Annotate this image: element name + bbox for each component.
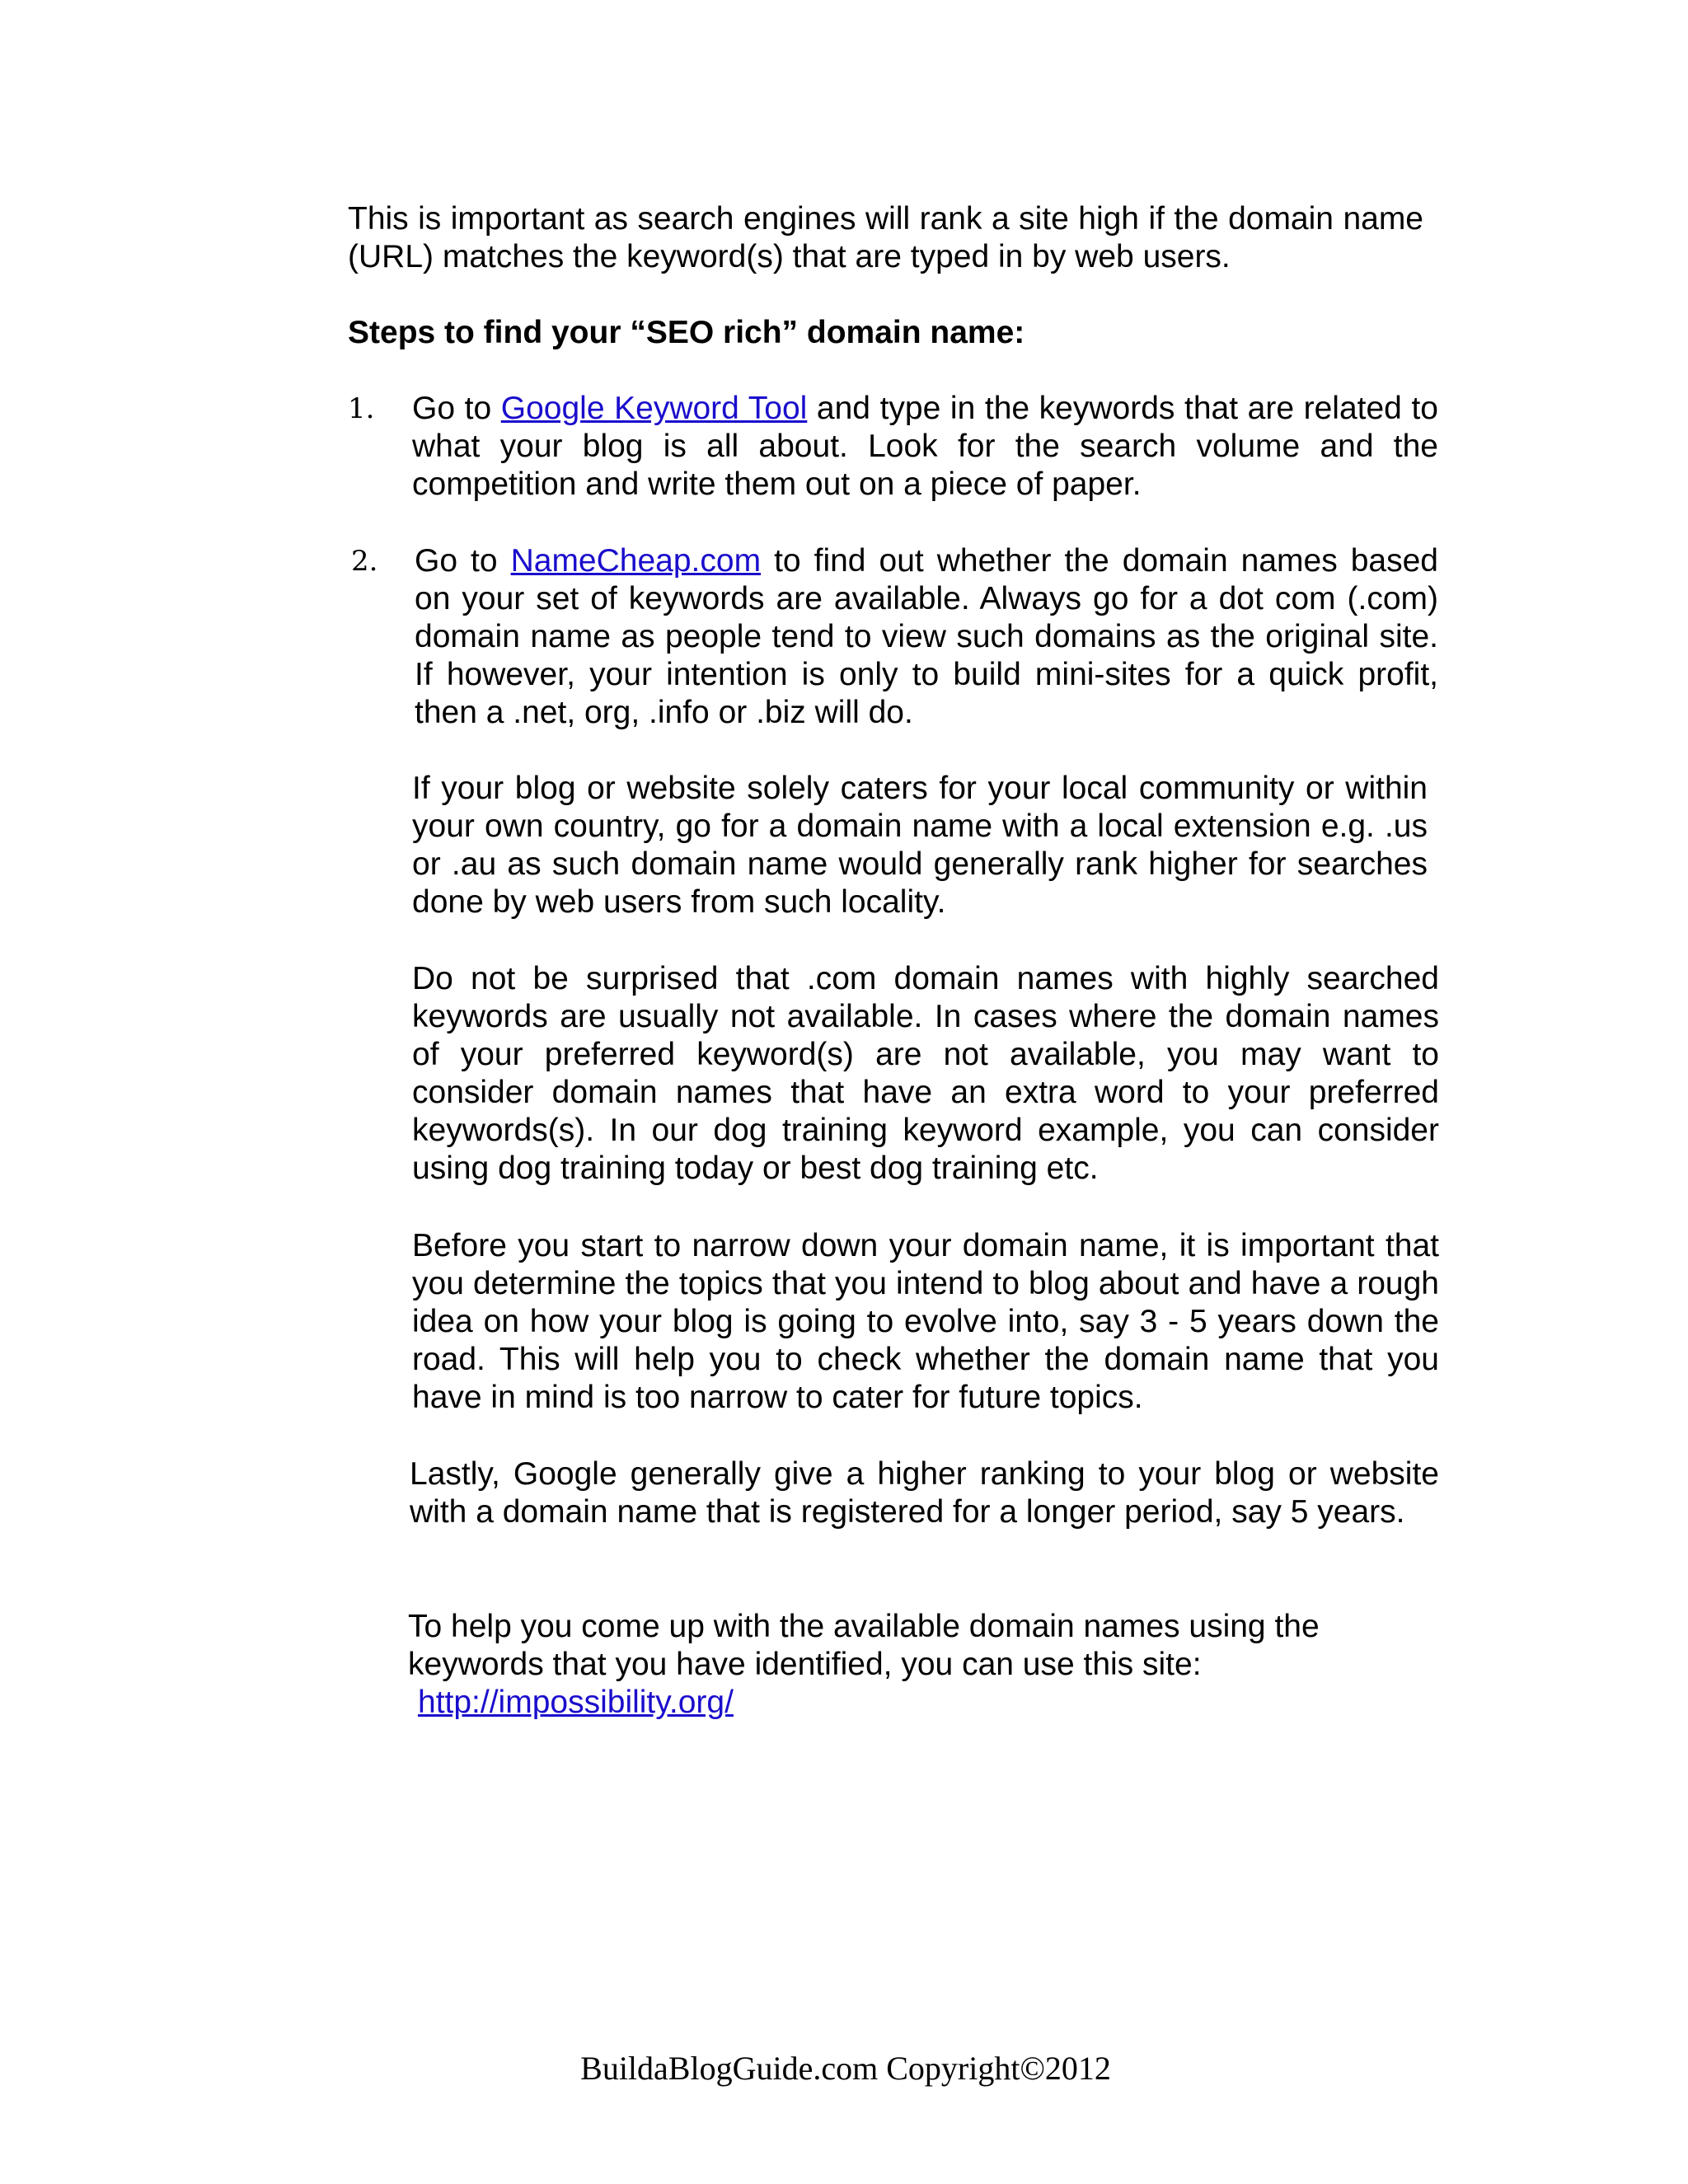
closing-text: To help you come up with the available domain names using the keywords that you have identified, you can use this site: <box>408 1609 1320 1682</box>
unavailable-domains-paragraph <box>412 960 1439 1188</box>
section-heading: Steps to find your “SEO rich” domain name: <box>348 315 1025 350</box>
local-extension-paragraph <box>412 770 1428 921</box>
list-item-prefix: Go to <box>412 391 501 426</box>
intro-paragraph: This is important as search engines will rank a site high if the domain name (URL) matches the keyword(s) that are typed in by web users. <box>348 201 1423 274</box>
registration-period-paragraph <box>410 1455 1439 1531</box>
footer-copyright: BuildaBlogGuide.com Copyright©2012 <box>580 2050 1111 2087</box>
list-number: 1. <box>348 392 375 425</box>
page-footer <box>0 2049 1688 2088</box>
list-item <box>348 390 1438 504</box>
paragraph-text: Before you start to narrow down your domain name, it is important that you determine the topics that you intend to blog about and have a rough idea on how your blog is going to evolve into, say 3 - 5 years down the road. This will help you to check whether the domain name that you have in mind is too narrow to cater for future topics. <box>412 1228 1439 1415</box>
paragraph-text: If your blog or website solely caters for your local community or within your own country, go for a domain name with a local extension e.g. .us or .au as such domain name would generally rank higher for searches done by web users from such locality. <box>412 771 1428 920</box>
topics-paragraph <box>412 1227 1439 1417</box>
list-item-text <box>415 542 1438 732</box>
list-item-text <box>412 390 1438 504</box>
paragraph-text: Lastly, Google generally give a higher ranking to your blog or website with a domain name that is registered for a longer period, say 5 years. <box>410 1456 1439 1530</box>
closing-paragraph <box>408 1608 1381 1722</box>
list-item-suffix: and type in the keywords that are related to what your blog is all about. Look for the search volume and the competition and write them out on a piece of paper. <box>412 391 1438 502</box>
list-number: 2. <box>351 545 378 578</box>
paragraph-text: Do not be surprised that .com domain names with highly searched keywords are usually not available. In cases where the domain names of your preferred keyword(s) are not available, you may want to consider domain names that have an extra word to your preferred keywords(s). In our dog training keyword example, you can consider using dog training today or best dog training etc. <box>412 961 1439 1186</box>
google-keyword-tool-link[interactable]: Google Keyword Tool <box>500 391 808 426</box>
paragraph-text <box>408 1608 1381 1722</box>
list-item-suffix: to find out whether the domain names based on your set of keywords are available. Always go for a dot com (.com) domain name as people tend to view such domains as the original site. If however, your intention is only to build mini-sites for a quick profit, then a .net, org, .info or .biz will do. <box>415 543 1438 730</box>
list-item <box>348 542 1438 732</box>
list-item-prefix: Go to <box>415 543 511 579</box>
impossibility-link[interactable]: http://impossibility.org/ <box>418 1685 734 1720</box>
namecheap-link[interactable]: NameCheap.com <box>510 543 762 579</box>
